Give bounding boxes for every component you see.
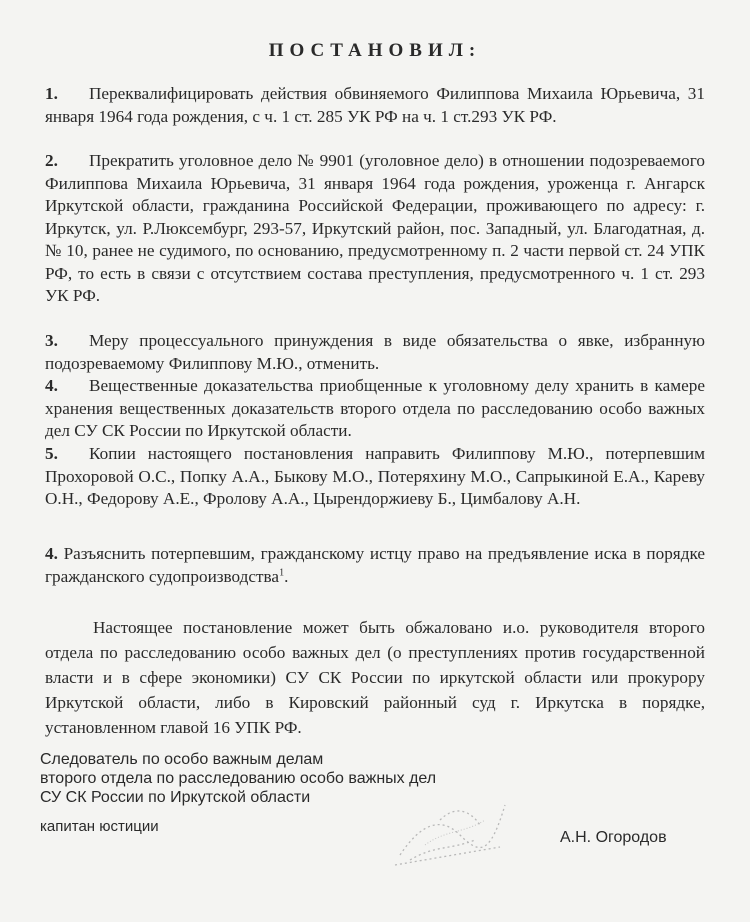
item-number: 2. <box>45 151 58 170</box>
item-number: 5. <box>45 444 58 463</box>
position-line: Следователь по особо важным делам <box>40 751 324 768</box>
handwritten-signature <box>380 785 530 875</box>
appeal-notice: Настоящее постановление может быть обжаловано и.о. руководителя второго отдела по расследованию особо важных дел (о преступлениях против государственной власти и в сфере экономики) СУ СК России по иркутской области или прокурору Иркутской области, либо в Кировский районный суд г. Иркутска в порядке, установленном главой 16 УПК РФ. <box>45 618 705 737</box>
position-line: СУ СК России по Иркутской области <box>40 789 311 806</box>
signatory-name: А.Н. Огородов <box>560 829 667 846</box>
item-5 <box>45 443 705 511</box>
item-text: Переквалифицировать действия обвиняемого Филиппова Михаила Юрьевича, 31 января 1964 года рождения, с ч. 1 ст. 285 УК РФ на ч. 1 ст.293 УК РФ. <box>45 84 705 126</box>
item-1 <box>45 83 705 128</box>
position-line: второго отдела по расследованию особо важных дел <box>40 770 437 787</box>
item-4-rights <box>45 543 705 588</box>
item-text: Копии настоящего постановления направить Филиппову М.Ю., потерпевшим Прохоровой О.С., Попку А.А., Быкову М.О., Потеряхину М.О., Сапрыкиной Е.А., Кареву О.Н., Федорову А.Е., Фролову А.А., Цырендоржиеву Б., Цимбалову А.Н. <box>45 444 705 508</box>
footnote-marker: 1 <box>279 566 285 578</box>
item-number: 4. <box>45 544 58 563</box>
item-4 <box>45 375 705 443</box>
item-end: . <box>284 566 289 586</box>
item-3 <box>45 330 705 375</box>
item-text: Прекратить уголовное дело № 9901 (уголовное дело) в отношении подозреваемого Филиппова Михаила Юрьевича, 31 января 1964 года рождения, уроженца г. Ангарск Иркутской области, гражданина Российской Федерации, проживающего по адресу: г. Иркутск, ул. Р.Люксембург, 293-57, Иркутский район, пос. Западный, ул. Благодатная, д. № 10, ранее не судимого, по основанию, предусмотренному п. 2 части первой ст. 24 УПК РФ, то есть в связи с отсутствием состава преступления, предусмотренного ч. 1 ст. 293 УК РФ. <box>45 151 705 305</box>
signatory-rank: капитан юстиции <box>40 818 159 835</box>
item-number: 4. <box>45 376 58 395</box>
item-text: Вещественные доказательства приобщенные к уголовному делу хранить в камере хранения вещественных доказательств второго отдела по расследованию особо важных дел СУ СК России по Иркутской области. <box>45 376 705 440</box>
decree-heading: ПОСТАНОВИЛ: <box>268 40 482 61</box>
item-text: Разъяснить потерпевшим, гражданскому истцу право на предъявление иска в порядке гражданского судопроизводства <box>45 544 706 586</box>
item-2 <box>45 150 705 308</box>
item-number: 1. <box>45 84 58 103</box>
item-number: 3. <box>45 331 58 350</box>
item-text: Меру процессуального принуждения в виде обязательства о явке, избранную подозреваемому Филиппову М.Ю., отменить. <box>45 331 705 373</box>
